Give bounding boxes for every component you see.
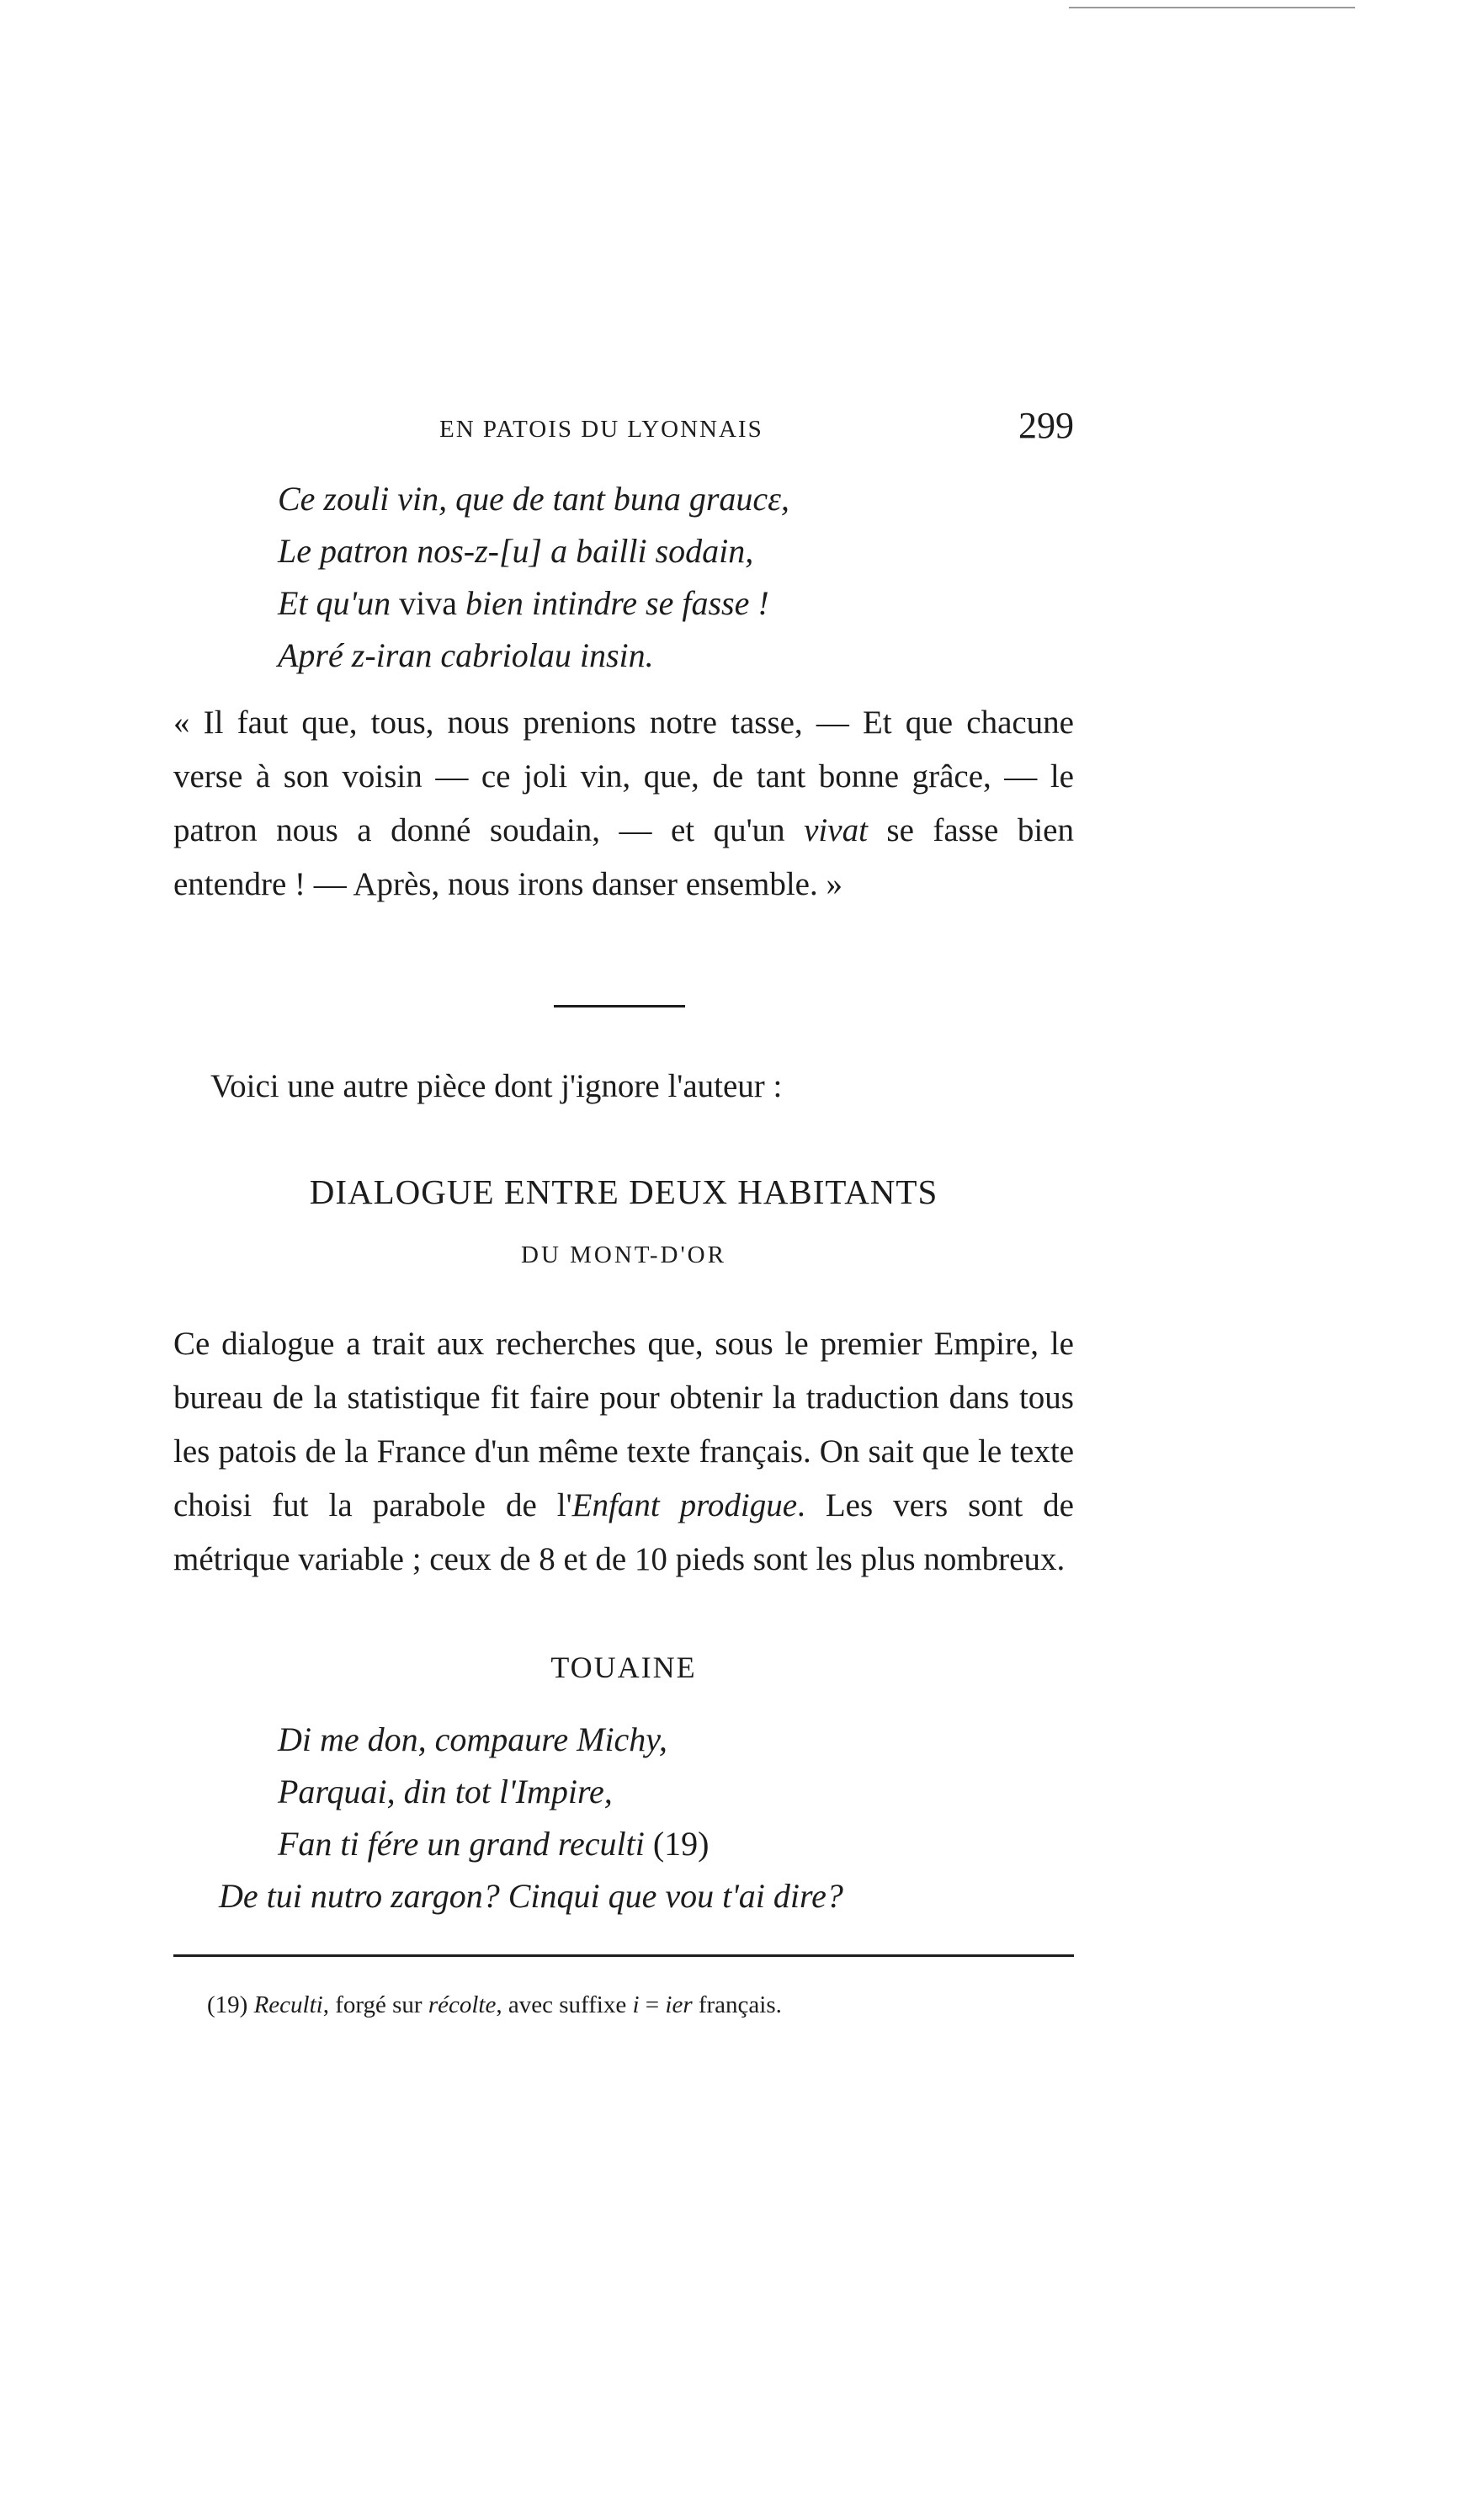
footnote-rule [173,1954,1074,1957]
verse-stanza-patois [278,473,789,682]
verse-line: De tui nutro zargon? Cinqui que vou t'ai dire? [219,1877,843,1915]
speaker-name: TOUAINE [550,1651,697,1684]
verse-line [278,1818,843,1870]
footnote [207,1991,782,2019]
footnote-term: Reculti [253,1991,323,2018]
running-title: EN PATOIS DU LYONNAIS [439,416,763,443]
description-text: Ce dialogue a trait aux recherches que, sous le premier Empire, le bureau de la statistique fit faire pour obtenir la traduction dans tous les patois de la France d'un même texte français. On sait que le texte choisi fut la parabole de l' [173,1326,1074,1523]
footnote-suffix: ier [665,1991,693,2018]
translation-emphasis: vivat [804,812,868,848]
page-number: 299 [1018,405,1074,446]
verse-line: Parquai, din tot l'Impire, [278,1773,613,1810]
intro-line: Voici une autre pièce dont j'ignore l'auteur : [210,1068,783,1104]
description-text: . Les vers sont de métrique variable ; ceux de 8 et de 10 pieds sont les plus nombreux. [173,1487,1074,1577]
verse-line: Apré z-iran cabriolau insin. [278,636,654,674]
verse-line: Di me don, compaure Michy, [278,1720,667,1758]
footnote-marker: (19) [207,1991,248,2018]
section-title: DIALOGUE ENTRE DEUX HABITANTS [309,1172,938,1211]
translation-paragraph [173,696,1074,912]
verse-line: Le patron nos-z-[u] a bailli sodain, [278,532,754,570]
translation-text: se fasse bien entendre ! — Après, nous irons danser ensemble. » [173,812,1074,902]
verse-line-part: Fan ti fére un grand reculti [278,1825,645,1863]
description-paragraph [173,1317,1074,1587]
footnote-source-word: récolte [428,1991,497,2018]
footnote-text: , avec suffixe [496,1991,633,2018]
running-head [173,404,1074,455]
verse-line-part: Et qu'un [278,584,400,622]
verse-line [278,577,789,630]
section-subtitle: DU MONT-D'OR [521,1241,726,1268]
footnote-suffix: i [632,1991,640,2018]
description-emphasis: Enfant prodigue [571,1487,798,1523]
verse-line-part: bien intindre se fasse ! [456,584,769,622]
verse-line: Ce zouli vin, que de tant buna graucε, [278,480,789,518]
footnote-equals: = [639,1991,666,2018]
footnote-text: , forgé sur [322,1991,428,2018]
verse-line-roman-word: viva [399,584,457,622]
footnote-reference: (19) [644,1825,710,1863]
translation-text: « Il faut que, tous, nous prenions notre tasse, — Et que chacune verse à son voisin — ce joli vin, que, de tant bonne grâce, — le patron nous a donné soudain, — et qu'un [173,704,1074,848]
scan-edge-line [1069,7,1355,8]
footnote-text: français. [692,1991,782,2018]
section-divider [554,1005,685,1007]
verse-stanza-dialogue [219,1714,843,1922]
